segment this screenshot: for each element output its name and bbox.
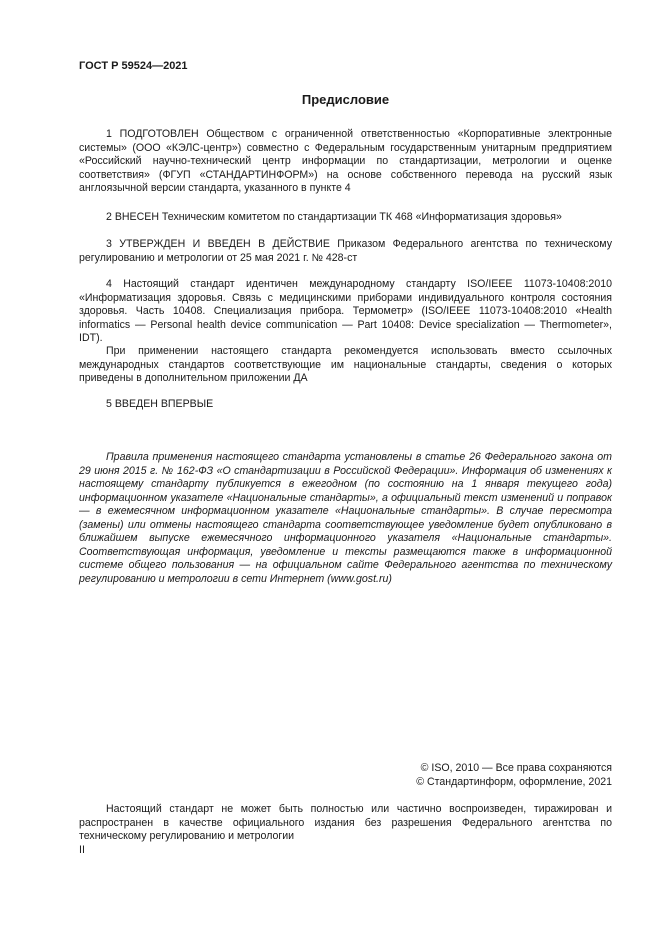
- paragraph-approved: 3 УТВЕРЖДЕН И ВВЕДЕН В ДЕЙСТВИЕ Приказом Федерального агентства по техническому регулированию и метрологии от 25 мая 2021 г. № 428-ст: [79, 238, 612, 264]
- paragraph-identical: 4 Настоящий стандарт идентичен международному стандарту ISO/IEEE 11073-10408:2010 «Информатизация здоровья. Связь с медицинскими приборами индивидуального контроля состояния здоровья. Часть 10408. Специализация прибора. Термометр» (ISO/IEEE 11073-10408:2010 «Health informatics — Personal health device communication — Part 10408: Device specialization — Thermometer», IDT).: [79, 278, 612, 344]
- copyright-standartinform: © Стандартинформ, оформление, 2021: [416, 776, 612, 788]
- reproduction-notice: Настоящий стандарт не может быть полностью или частично воспроизведен, тиражирован и распространен в качестве официального издания без разрешения Федерального агентства по техническому регулированию и метрологии: [79, 803, 612, 842]
- document-code: ГОСТ Р 59524—2021: [79, 60, 188, 72]
- paragraph-prepared: 1 ПОДГОТОВЛЕН Обществом с ограниченной ответственностью «Корпоративные электронные системы» (ООО «КЭЛС-центр») совместно с Федеральным государственным унитарным предприятием «Российский научно-технический центр информации по стандартизации, метрологии и оценке соответствия» (ФГУП «СТАНДАРТИНФОРМ») на основе собственного перевода на русский язык англоязычной версии стандарта, указанного в пункте 4: [79, 128, 612, 194]
- page-title: Предисловие: [301, 92, 390, 107]
- paragraph-introduced: 2 ВНЕСЕН Техническим комитетом по стандартизации ТК 468 «Информатизация здоровья»: [106, 211, 562, 223]
- application-rules-note: Правила применения настоящего стандарта установлены в статье 26 Федерального закона от 29 июня 2015 г. № 162-ФЗ «О стандартизации в Российской Федерации». Информация об изменениях к настоящему стандарту публикуется в ежегодном (по состоянию на 1 января текущего года) информационном указателе «Национальные стандарты», а официальный текст изменений и поправок — в ежемесячном информационном указателе «Национальные стандарты». В случае пересмотра (замены) или отмены настоящего стандарта соответствующее уведомление будет опубликовано в ближайшем выпуске ежемесячного информационного указателя «Национальные стандарты». Соответствующая информация, уведомление и тексты размещаются также в информационной системе общего пользования — на официальном сайте Федерального агентства по техническому регулированию и метрологии в сети Интернет (www.gost.ru): [79, 451, 612, 585]
- copyright-iso: © ISO, 2010 — Все права сохраняются: [420, 762, 612, 774]
- paragraph-first-introduced: 5 ВВЕДЕН ВПЕРВЫЕ: [106, 398, 214, 410]
- page-number: II: [79, 844, 85, 856]
- paragraph-usage: При применении настоящего стандарта рекомендуется использовать вместо ссылочных международных стандартов соответствующие им национальные стандарты, сведения о которых приведены в дополнительном приложении ДА: [79, 345, 612, 384]
